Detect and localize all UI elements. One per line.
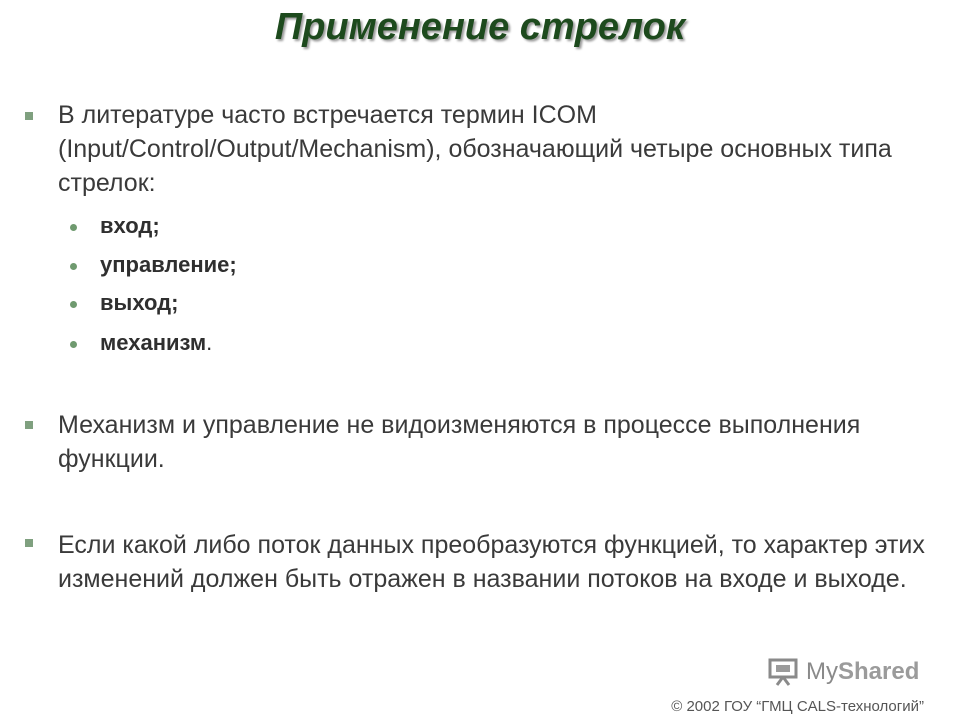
bullet-mechanism-control: Механизм и управление не видоизменяются в процессе выполнения функции.	[58, 411, 861, 473]
sub-item-output: выход;	[100, 290, 179, 315]
presentation-icon	[768, 658, 800, 686]
watermark-prefix: My	[806, 658, 838, 685]
footer-copyright: © 2002 ГОУ “ГМЦ CALS-технологий”	[671, 698, 924, 715]
slide-title: Применение стрелок	[274, 6, 686, 48]
bullet-square-icon	[25, 421, 33, 429]
bullet-square-icon	[25, 112, 33, 120]
sub-bullet-dot-icon	[70, 301, 77, 308]
sub-item-mechanism-label: механизм	[100, 330, 207, 355]
bullet-square-icon	[25, 539, 33, 547]
myshared-watermark	[768, 658, 928, 688]
bullet-data-flow: Если какой либо поток данных преобразуются функцией, то характер этих изменений должен быть отражен в названии потоков на входе и выходе.	[58, 531, 925, 593]
sub-bullet-dot-icon	[70, 224, 77, 231]
sub-item-input: вход;	[100, 213, 160, 238]
sub-item-mechanism	[100, 330, 212, 356]
sub-bullet-dot-icon	[70, 341, 77, 348]
sub-bullet-dot-icon	[70, 263, 77, 270]
watermark-suffix: Shared	[838, 658, 920, 685]
bullet-icom: В литературе часто встречается термин ICOM (Input/Control/Output/Mechanism), обозначающий четыре основных типа стрелок:	[58, 101, 892, 197]
watermark-text	[806, 658, 919, 686]
sub-item-mechanism-period: .	[206, 330, 213, 355]
sub-item-control: управление;	[100, 252, 237, 277]
